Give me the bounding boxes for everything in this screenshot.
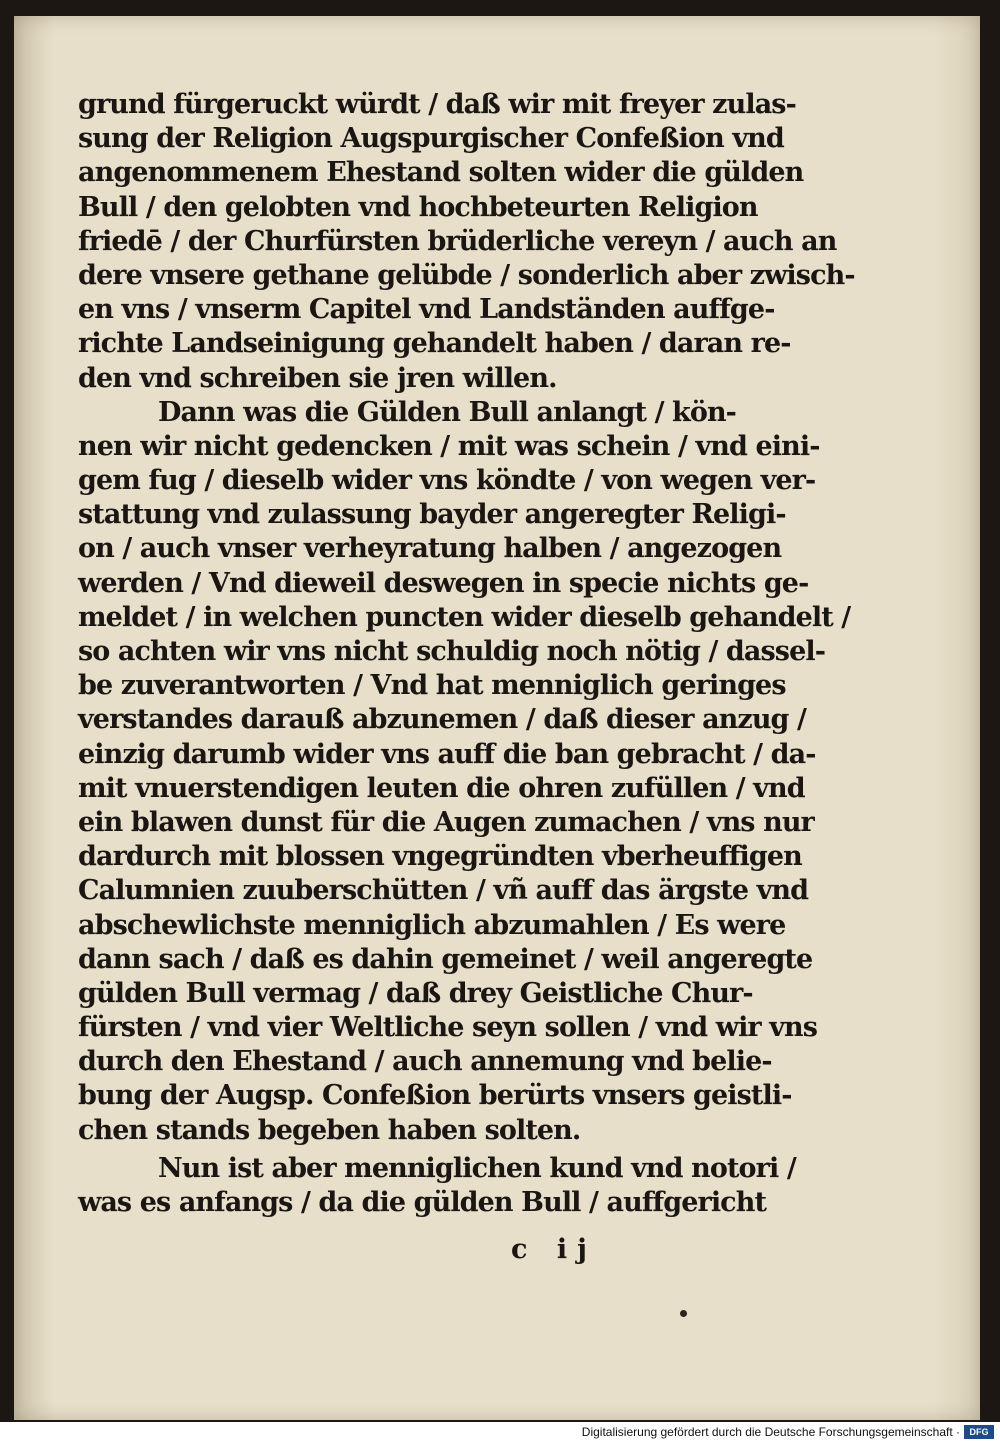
text-line: nen wir nicht gedencken / mit was schein / vnd eini- [78,430,820,462]
text-line: richte Landseinigung gehandelt haben / daran re- [78,328,791,360]
text-line: was es anfangs / da die gülden Bull / auffgericht [78,1187,767,1218]
text-line: gem fug / dieselb wider vns köndte / von wegen ver- [78,465,816,497]
text-line: en vns / vnserm Capitel vnd Landständen auffge- [78,294,775,326]
text-line: chen stands begeben haben solten. [78,1114,581,1146]
text-line: werden / Vnd dieweil deswegen in specie nichts ge- [78,567,809,599]
text-line: on / auch vnser verheyratung halben / angezogen [78,533,782,565]
text-line: ein blawen dunst für die Augen zumachen / vns nur [78,806,814,838]
signature-mark: c ij [511,1234,597,1265]
text-line: so achten wir vns nicht schuldig noch nötig / dassel- [78,636,826,667]
text-line: verstandes darauß abzunemen / daß dieser anzug / [78,704,807,736]
text-line: fürsten / vnd vier Weltliche seyn sollen / vnd wir vns [78,1012,818,1044]
digitization-footer [0,1422,1000,1444]
text-line: abschewlichste menniglich abzumahlen / Es were [78,909,786,941]
text-line: angenommenem Ehestand solten wider die gülden [78,157,804,189]
text-line: gülden Bull vermag / daß drey Geistliche Chur- [78,977,753,1009]
paragraph-start-line: Dann was die Gülden Bull anlangt / kön- [158,396,736,428]
text-line: Bull / den gelobten vnd hochbeteurten Religion [78,191,758,223]
text-line: stattung vnd zulassung bayder angeregter Religi- [78,499,786,531]
text-line: dardurch mit blossen vngegründten vberheuffigen [78,841,802,873]
paragraph-start-line: Nun ist aber menniglichen kund vnd notori / [158,1152,796,1184]
book-page [14,16,980,1420]
text-line: be zuverantworten / Vnd hat menniglich geringes [78,670,786,702]
text-line: meldet / in welchen puncten wider dieselb gehandelt / [78,601,851,633]
ink-dot [680,1310,687,1317]
text-line: einzig darumb wider vns auff die ban gebracht / da- [78,738,816,770]
dfg-logo: DFG [964,1425,994,1439]
text-line: dere vnsere gethane gelübde / sonderlich aber zwisch- [78,259,855,291]
text-line: friedē / der Churfürsten brüderliche vereyn / auch an [78,225,837,257]
funding-credit: Digitalisierung gefördert durch die Deutsche Forschungsgemeinschaft · [581,1425,960,1439]
text-line: den vnd schreiben sie jren willen. [78,362,557,394]
text-line: grund fürgeruckt würdt / daß wir mit freyer zulas- [78,89,796,120]
text-line: mit vnuerstendigen leuten die ohren zufüllen / vnd [78,772,805,804]
text-line: bung der Augsp. Confeßion berürts vnsers geistli- [78,1080,792,1112]
text-block [78,88,855,1220]
text-line: durch den Ehestand / auch annemung vnd belie- [78,1046,772,1078]
text-line: sung der Religion Augspurgischer Confeßion vnd [78,123,784,155]
text-line: Calumnien zuuberschütten / vñ auff das ärgste vnd [78,875,809,907]
text-line: dann sach / daß es dahin gemeinet / weil angeregte [78,943,813,975]
